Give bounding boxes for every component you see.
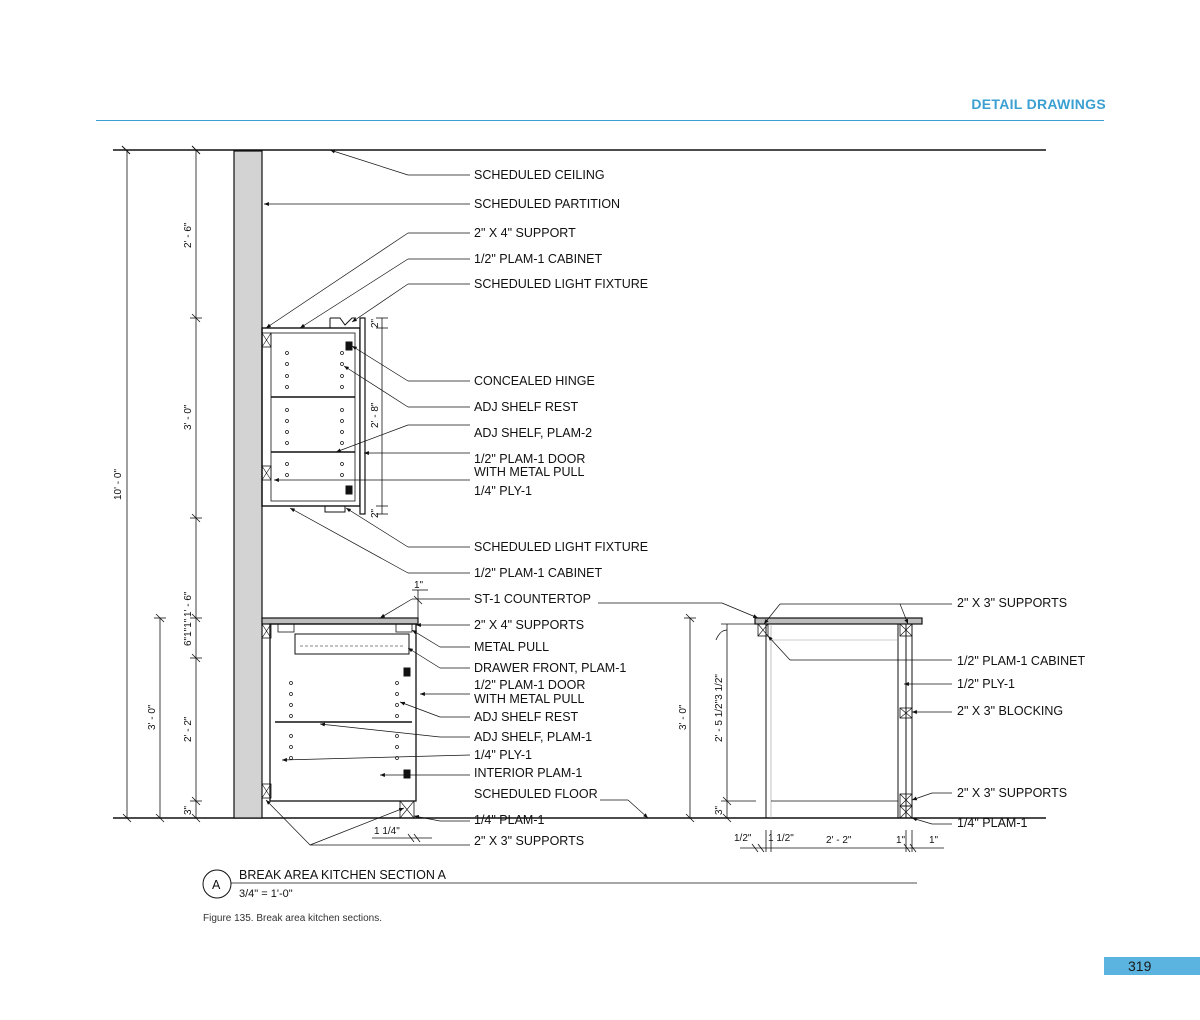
dim-upper-gap: 2' - 6" <box>183 222 194 248</box>
dim-one-quarter: 1 1/4" <box>374 826 400 837</box>
label-light-fixture-top: SCHEDULED LIGHT FIXTURE <box>474 277 649 291</box>
dim-r-one-b: 1" <box>929 835 939 846</box>
label-ply-lower: 1/4" PLY-1 <box>474 748 532 762</box>
dim-stack-small: 6"1"1" <box>183 618 194 646</box>
label-door-lower-2: WITH METAL PULL <box>474 692 585 706</box>
label-adj-shelf-plam2: ADJ SHELF, PLAM-2 <box>474 426 593 440</box>
label-support-2x4: 2" X 4" SUPPORT <box>474 226 576 240</box>
label-concealed-hinge: CONCEALED HINGE <box>474 374 595 388</box>
lower-shelf-holes <box>290 682 399 760</box>
label-r-ply: 1/2" PLY-1 <box>957 677 1015 691</box>
label-door-lower-1: 1/2" PLAM-1 DOOR <box>474 678 586 692</box>
label-scheduled-floor: SCHEDULED FLOOR <box>474 787 598 801</box>
lower-cabinet <box>262 618 418 818</box>
dim-two-in-bottom: 2" <box>370 508 381 518</box>
label-r-cabinet: 1/2" PLAM-1 CABINET <box>957 654 1086 668</box>
figure-caption: Figure 135. Break area kitchen sections. <box>203 913 382 924</box>
label-ply-upper: 1/4" PLY-1 <box>474 484 532 498</box>
dim-lower-body: 2' - 2" <box>183 716 194 742</box>
section-scale: 3/4" = 1'-0" <box>239 888 293 900</box>
label-supports-2x4: 2" X 4" SUPPORTS <box>474 618 585 632</box>
label-scheduled-partition: SCHEDULED PARTITION <box>474 197 621 211</box>
partition-wall <box>234 151 262 818</box>
label-plam-quarter: 1/4" PLAM-1 <box>474 813 545 827</box>
dim-one-in: 1" <box>414 580 424 591</box>
label-adj-shelf-plam1: ADJ SHELF, PLAM-1 <box>474 730 593 744</box>
label-door-upper-1: 1/2" PLAM-1 DOOR <box>474 452 586 466</box>
dim-total-height: 10' - 0" <box>113 468 124 500</box>
label-lower-cabinet: 1/2" PLAM-1 CABINET <box>474 566 603 580</box>
lower-small-dims <box>372 590 432 842</box>
dim-upper-cab: 3' - 0" <box>183 404 194 430</box>
leader-lines <box>264 150 952 845</box>
label-upper-cabinet: 1/2" PLAM-1 CABINET <box>474 252 603 266</box>
dim-r-one-half: 1 1/2" <box>768 833 794 844</box>
label-interior-plam: INTERIOR PLAM-1 <box>474 766 583 780</box>
side-section-cabinet <box>755 618 922 818</box>
label-metal-pull: METAL PULL <box>474 640 550 654</box>
dim-backsplash: 1' - 6" <box>183 591 194 617</box>
section-marker: A <box>212 878 221 892</box>
label-light-fixture-bottom: SCHEDULED LIGHT FIXTURE <box>474 540 649 554</box>
dim-r-width: 2' - 2" <box>826 835 852 846</box>
dim-r-body: 2' - 5 1/2"3 1/2" <box>714 674 725 742</box>
label-r-plam: 1/4" PLAM-1 <box>957 816 1028 830</box>
label-r-supports-bottom: 2" X 3" SUPPORTS <box>957 786 1068 800</box>
page-number: 319 <box>1104 957 1200 975</box>
label-drawer-front: DRAWER FRONT, PLAM-1 <box>474 661 627 675</box>
dim-two-in-top: 2" <box>370 318 381 328</box>
dim-toe: 3" <box>183 805 194 815</box>
upper-cabinet <box>262 318 365 514</box>
label-r-blocking: 2" X 3" BLOCKING <box>957 704 1064 718</box>
label-scheduled-ceiling: SCHEDULED CEILING <box>474 168 605 182</box>
dim-r-half: 1/2" <box>734 833 752 844</box>
section-title: BREAK AREA KITCHEN SECTION A <box>239 868 447 882</box>
page-header-title: DETAIL DRAWINGS <box>971 96 1106 112</box>
label-supports-2x3-bottom: 2" X 3" SUPPORTS <box>474 834 585 848</box>
label-adj-shelf-rest-lower: ADJ SHELF REST <box>474 710 579 724</box>
label-door-upper-2: WITH METAL PULL <box>474 465 585 479</box>
dim-r-height: 3' - 0" <box>678 704 689 730</box>
label-countertop: ST-1 COUNTERTOP <box>474 592 591 606</box>
label-r-supports-top: 2" X 3" SUPPORTS <box>957 596 1068 610</box>
dim-r-toe: 3" <box>714 805 725 815</box>
label-adj-shelf-rest-upper: ADJ SHELF REST <box>474 400 579 414</box>
dim-r-one-a: 1" <box>896 835 906 846</box>
upper-shelf-holes <box>286 352 344 477</box>
dim-lower-total: 3' - 0" <box>147 704 158 730</box>
dim-upper-door: 2' - 8" <box>370 402 381 428</box>
